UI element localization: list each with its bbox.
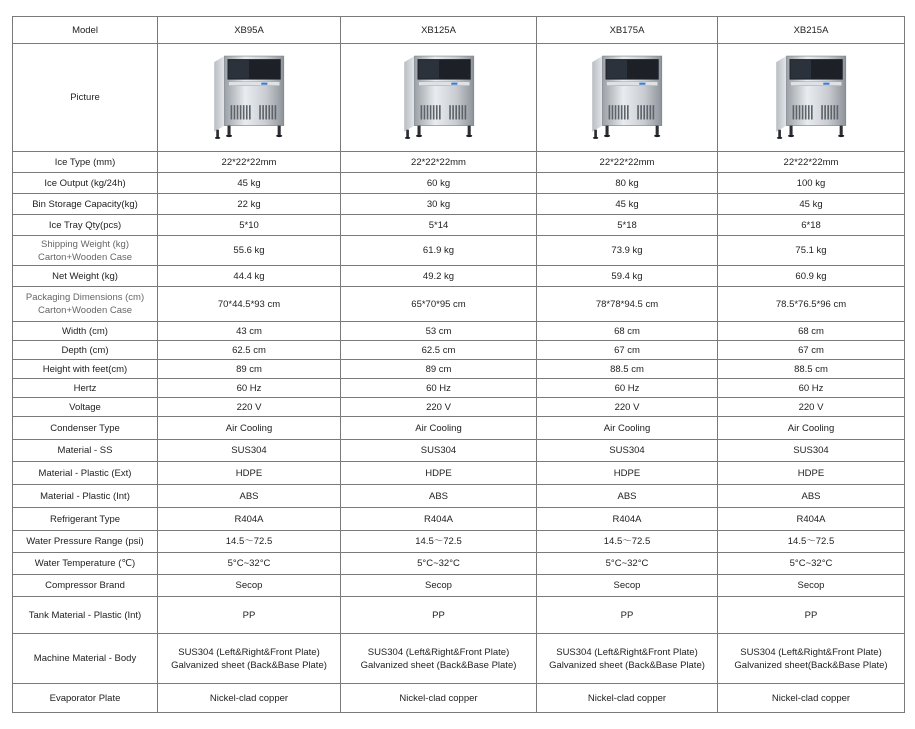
spec-value: Secop [158, 575, 341, 597]
spec-row [13, 360, 905, 379]
spec-label: Compressor Brand [13, 575, 158, 597]
spec-value: Air Cooling [537, 417, 718, 440]
spec-label: Material - Plastic (Int) [13, 485, 158, 508]
spec-row [13, 236, 905, 266]
spec-value: 70*44.5*93 cm [158, 287, 341, 322]
model-name: XB215A [718, 17, 905, 44]
product-picture [718, 44, 905, 152]
spec-value: 88.5 cm [537, 360, 718, 379]
spec-value: 22*22*22mm [718, 152, 905, 173]
model-header-row [13, 17, 905, 44]
spec-value: 60 Hz [158, 379, 341, 398]
spec-value: 89 cm [341, 360, 537, 379]
spec-value: 68 cm [718, 322, 905, 341]
spec-value: Nickel-clad copper [718, 684, 905, 713]
spec-row [13, 215, 905, 236]
model-name: XB95A [158, 17, 341, 44]
spec-value: 100 kg [718, 173, 905, 194]
spec-label: Voltage [13, 398, 158, 417]
model-name: XB125A [341, 17, 537, 44]
spec-value-line: SUS304 (Left&Right&Front Plate) [556, 646, 698, 658]
spec-row [13, 462, 905, 485]
spec-value: 45 kg [158, 173, 341, 194]
spec-label-subline: Carton+Wooden Case [37, 251, 133, 263]
spec-value: 30 kg [341, 194, 537, 215]
spec-value: Air Cooling [718, 417, 905, 440]
spec-value-line: Galvanized sheet (Back&Base Plate) [360, 659, 517, 671]
spec-label-line: Packaging Dimensions (cm) [25, 292, 145, 303]
spec-table [12, 16, 905, 713]
spec-value: 6*18 [718, 215, 905, 236]
spec-value: 220 V [718, 398, 905, 417]
spec-label: Water Temperature (℃) [13, 553, 158, 575]
spec-value [537, 634, 718, 684]
spec-label: Condenser Type [13, 417, 158, 440]
spec-label [13, 236, 158, 266]
picture-row [13, 44, 905, 152]
spec-value-line: SUS304 (Left&Right&Front Plate) [178, 646, 320, 658]
spec-label: Material - Plastic (Ext) [13, 462, 158, 485]
spec-value: 5°C~32°C [341, 553, 537, 575]
spec-row [13, 173, 905, 194]
spec-value: 65*70*95 cm [341, 287, 537, 322]
spec-label: Net Weight (kg) [13, 266, 158, 287]
spec-label: Refrigerant Type [13, 508, 158, 531]
picture-label: Picture [13, 44, 158, 152]
spec-value: 5*14 [341, 215, 537, 236]
model-name: XB175A [537, 17, 718, 44]
spec-value: R404A [537, 508, 718, 531]
spec-label: Evaporator Plate [13, 684, 158, 713]
spec-value: 61.9 kg [341, 236, 537, 266]
spec-value: PP [537, 597, 718, 634]
spec-value: HDPE [718, 462, 905, 485]
spec-value: 220 V [158, 398, 341, 417]
product-picture [537, 44, 718, 152]
spec-label-line: Shipping Weight (kg) [40, 238, 129, 250]
spec-value-line: Galvanized sheet (Back&Base Plate) [549, 659, 705, 671]
spec-value-line: SUS304 (Left&Right&Front Plate) [367, 646, 510, 658]
ice-machine-icon [398, 54, 480, 142]
spec-label: Ice Output (kg/24h) [13, 173, 158, 194]
spec-row [13, 553, 905, 575]
spec-value: 60 Hz [718, 379, 905, 398]
spec-value: 67 cm [537, 341, 718, 360]
spec-value: 53 cm [341, 322, 537, 341]
spec-label: Height with feet(cm) [13, 360, 158, 379]
spec-value: 89 cm [158, 360, 341, 379]
product-picture [158, 44, 341, 152]
spec-label: Machine Material - Body [13, 634, 158, 684]
spec-value-line: Galvanized sheet(Back&Base Plate) [734, 659, 888, 671]
spec-value: 44.4 kg [158, 266, 341, 287]
spec-value [341, 634, 537, 684]
spec-row [13, 379, 905, 398]
spec-value: R404A [718, 508, 905, 531]
spec-value: 73.9 kg [537, 236, 718, 266]
spec-value: 14.5～72.5 [718, 531, 905, 553]
spec-value: 14.5～72.5 [537, 531, 718, 553]
spec-value: Air Cooling [341, 417, 537, 440]
spec-value: PP [341, 597, 537, 634]
spec-row [13, 684, 905, 713]
spec-value: Nickel-clad copper [158, 684, 341, 713]
spec-value: SUS304 [158, 440, 341, 462]
spec-value: PP [718, 597, 905, 634]
spec-value: 75.1 kg [718, 236, 905, 266]
spec-value: 22*22*22mm [537, 152, 718, 173]
spec-label: Width (cm) [13, 322, 158, 341]
spec-value-line: SUS304 (Left&Right&Front Plate) [740, 646, 882, 658]
spec-value: Secop [718, 575, 905, 597]
spec-label: Tank Material - Plastic (Int) [13, 597, 158, 634]
spec-row [13, 322, 905, 341]
spec-value: SUS304 [537, 440, 718, 462]
spec-value: Nickel-clad copper [341, 684, 537, 713]
spec-label: Hertz [13, 379, 158, 398]
spec-label: Material - SS [13, 440, 158, 462]
spec-row [13, 341, 905, 360]
spec-value: HDPE [537, 462, 718, 485]
spec-value: R404A [158, 508, 341, 531]
spec-value-line: Galvanized sheet (Back&Base Plate) [171, 659, 327, 671]
spec-value: 14.5～72.5 [341, 531, 537, 553]
spec-value: ABS [537, 485, 718, 508]
spec-value: R404A [341, 508, 537, 531]
spec-value: 5°C~32°C [718, 553, 905, 575]
spec-value: 62.5 cm [341, 341, 537, 360]
spec-value: 60.9 kg [718, 266, 905, 287]
spec-value: 78.5*76.5*96 cm [718, 287, 905, 322]
spec-value: SUS304 [718, 440, 905, 462]
spec-value: 14.5～72.5 [158, 531, 341, 553]
spec-value: 49.2 kg [341, 266, 537, 287]
spec-row [13, 194, 905, 215]
spec-value: 80 kg [537, 173, 718, 194]
spec-value: 60 kg [341, 173, 537, 194]
spec-value: Air Cooling [158, 417, 341, 440]
spec-row [13, 485, 905, 508]
spec-row [13, 417, 905, 440]
spec-row [13, 597, 905, 634]
spec-value: 220 V [341, 398, 537, 417]
spec-value [718, 634, 905, 684]
spec-row [13, 508, 905, 531]
spec-value: 60 Hz [537, 379, 718, 398]
spec-value [158, 634, 341, 684]
spec-value: 78*78*94.5 cm [537, 287, 718, 322]
ice-machine-icon [770, 54, 852, 142]
ice-machine-icon [208, 54, 290, 142]
spec-value: ABS [158, 485, 341, 508]
spec-value: PP [158, 597, 341, 634]
spec-value: 5°C~32°C [158, 553, 341, 575]
spec-value: 220 V [537, 398, 718, 417]
spec-value: Nickel-clad copper [537, 684, 718, 713]
spec-row [13, 287, 905, 322]
spec-value: 55.6 kg [158, 236, 341, 266]
spec-row [13, 575, 905, 597]
spec-value: 22 kg [158, 194, 341, 215]
model-label: Model [13, 17, 158, 44]
spec-row [13, 440, 905, 462]
spec-row [13, 266, 905, 287]
spec-value: HDPE [341, 462, 537, 485]
spec-row [13, 634, 905, 684]
spec-row [13, 531, 905, 553]
spec-value: 22*22*22mm [341, 152, 537, 173]
spec-label: Bin Storage Capacity(kg) [13, 194, 158, 215]
spec-value: 59.4 kg [537, 266, 718, 287]
spec-value: 88.5 cm [718, 360, 905, 379]
spec-label: Depth (cm) [13, 341, 158, 360]
spec-value: 5*10 [158, 215, 341, 236]
spec-row [13, 398, 905, 417]
spec-value: 43 cm [158, 322, 341, 341]
spec-row [13, 152, 905, 173]
spec-label-subline: Carton+Wooden Case [37, 305, 133, 316]
spec-value: ABS [718, 485, 905, 508]
spec-value: 5*18 [537, 215, 718, 236]
spec-value: 68 cm [537, 322, 718, 341]
spec-value: 60 Hz [341, 379, 537, 398]
spec-value: 22*22*22mm [158, 152, 341, 173]
spec-value: 62.5 cm [158, 341, 341, 360]
spec-value: HDPE [158, 462, 341, 485]
spec-label: Water Pressure Range (psi) [13, 531, 158, 553]
spec-value: ABS [341, 485, 537, 508]
spec-value: 45 kg [718, 194, 905, 215]
spec-value: SUS304 [341, 440, 537, 462]
spec-value: 45 kg [537, 194, 718, 215]
product-picture [341, 44, 537, 152]
spec-value: Secop [341, 575, 537, 597]
spec-label: Ice Type (mm) [13, 152, 158, 173]
spec-value: 67 cm [718, 341, 905, 360]
spec-value: 5°C~32°C [537, 553, 718, 575]
spec-value: Secop [537, 575, 718, 597]
spec-label [13, 287, 158, 322]
ice-machine-icon [586, 54, 668, 142]
spec-label: Ice Tray Qty(pcs) [13, 215, 158, 236]
